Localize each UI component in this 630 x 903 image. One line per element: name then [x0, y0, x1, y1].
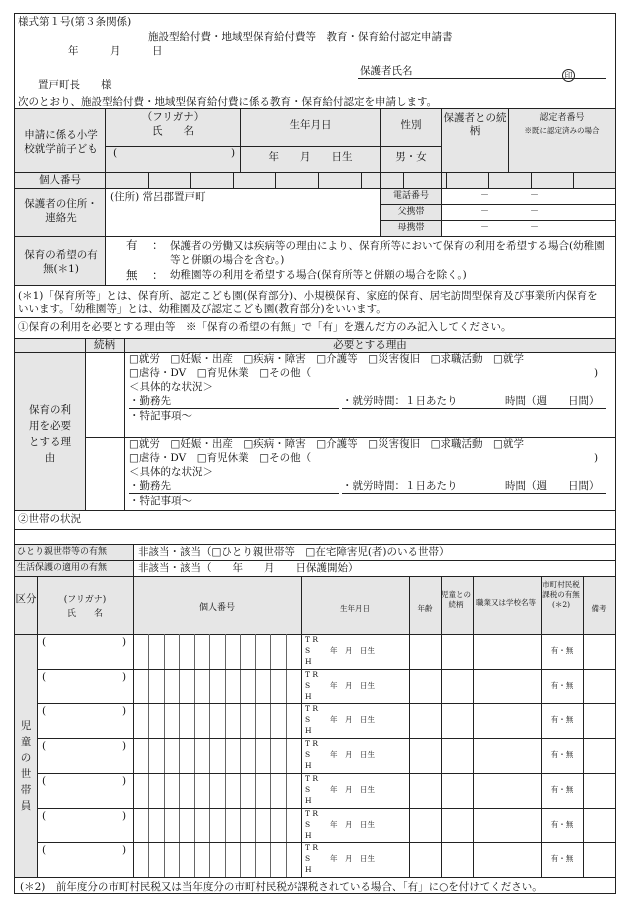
member-row-divider — [37, 738, 616, 739]
era-h: H — [305, 692, 312, 701]
personal-no-divider — [531, 172, 532, 188]
personal-no-divider — [573, 172, 574, 188]
col-relation: 児童との続柄 — [441, 590, 471, 609]
grid-col — [473, 576, 474, 877]
guardian-name-label: 保護者氏名 — [360, 65, 413, 77]
relation-label: 保護者との続柄 — [443, 112, 507, 137]
member-paren-close: ) — [122, 810, 127, 822]
phone-dash-1: － — [480, 191, 490, 201]
col-personal-no: 個人番号 — [198, 603, 235, 613]
era-tr: T R — [305, 704, 319, 713]
era-s: S — [305, 681, 311, 690]
grid-col — [441, 576, 442, 877]
father-dash-2: － — [530, 207, 540, 217]
era-s: S — [305, 646, 311, 655]
section2-title: ②世帯の状況 — [18, 513, 81, 525]
phone-dash-2: － — [530, 191, 540, 201]
reason-options-line2[interactable]: □虐待・DV □育児休業 □その他（ — [129, 452, 312, 464]
personal-no-cell-divider — [286, 634, 287, 877]
grid-col — [583, 576, 584, 877]
member-birth[interactable]: 年 月 日生 — [330, 854, 375, 863]
member-paren-close: ) — [122, 636, 127, 648]
note-1: (＊1)「保育所等」とは、保育所、認定こども園(保育部分)、小規模保育、家庭的保育、居宅訪問型保育及び事業所内保育をいいます。「幼稚園等」とは、幼稚園及び認定こども園(教育部分)をいいます。 — [18, 290, 598, 315]
reason-col: 必要とする理由 — [333, 339, 407, 351]
member-row-divider — [37, 808, 616, 809]
col-age: 年齢 — [417, 604, 433, 613]
section1-side-label: 保育の利用を必要とする理由 — [29, 404, 71, 464]
date-line: 年 月 日 — [68, 45, 163, 57]
reason-detail-label: ＜具体的な状況＞ — [129, 381, 213, 393]
grid-col — [133, 576, 134, 877]
furigana-label: （フリガナ） — [141, 111, 205, 123]
mother-mobile-label: 母携帯 — [397, 223, 425, 233]
member-birth[interactable]: 年 月 日生 — [330, 681, 375, 690]
era-h: H — [305, 657, 312, 666]
member-paren-close: ) — [122, 844, 127, 856]
phone-label: 電話番号 — [392, 191, 429, 201]
birth-value[interactable]: 年 月 日生 — [268, 151, 353, 163]
form-number: 様式第１号(第３条関係) — [18, 16, 132, 28]
member-paren-close: ) — [122, 671, 127, 683]
reason-options-line2[interactable]: □虐待・DV □育児休業 □その他（ — [129, 367, 312, 379]
guardian-address[interactable]: (住所) 常呂郡置戸町 — [110, 191, 206, 203]
era-tr: T R — [305, 635, 319, 644]
era-s: S — [305, 715, 311, 724]
hours-unit: 時間（週 日間） — [505, 395, 600, 407]
cert-no-label: 認定者番号 — [539, 113, 585, 123]
sex-label: 性別 — [400, 119, 422, 131]
personal-no-label: 個人番号 — [39, 174, 81, 186]
member-paren-close: ) — [122, 740, 127, 752]
sex-value[interactable]: 男・女 — [395, 151, 427, 163]
era-s: S — [305, 820, 311, 829]
member-birth[interactable]: 年 月 日生 — [330, 715, 375, 724]
paren-open: ( — [113, 147, 118, 159]
member-row-divider — [37, 773, 616, 774]
paren-close: ) — [231, 147, 236, 159]
col-name: 氏 名 — [66, 609, 103, 619]
era-h: H — [305, 761, 312, 770]
member-tax[interactable]: 有・無 — [550, 715, 574, 724]
col-remarks: 備考 — [591, 604, 607, 613]
era-h: H — [305, 726, 312, 735]
form-title: 施設型給付費・地域型保育給付費等 教育・保育給付認定申請書 — [148, 31, 453, 43]
member-paren-open: ( — [42, 740, 47, 752]
nursery-no[interactable]: 無 — [126, 268, 138, 282]
member-paren-open: ( — [42, 775, 47, 787]
section1-title: ①保育の利用を必要とする理由等 ※「保育の希望の有無」で「有」を選んだ方のみ記入してください。 — [18, 321, 512, 333]
seal-mark: 印 — [562, 69, 575, 82]
grid-col — [409, 576, 410, 877]
member-tax[interactable]: 有・無 — [550, 646, 574, 655]
era-s: S — [305, 854, 311, 863]
mother-dash-1: － — [480, 223, 490, 233]
personal-no-divider — [190, 172, 191, 188]
colon-yes: ： — [152, 238, 164, 252]
member-paren-close: ) — [122, 775, 127, 787]
personal-no-cell-divider — [225, 634, 226, 877]
era-tr: T R — [305, 670, 319, 679]
grid-col — [37, 576, 38, 877]
hours-label: ・就労時間：１日あたり — [342, 395, 458, 407]
personal-no-cell-divider — [164, 634, 165, 877]
nursery-yes[interactable]: 有 — [126, 238, 138, 252]
grid-col — [301, 576, 302, 877]
single-parent-label: ひとり親世帯等の有無 — [17, 547, 108, 557]
personal-no-cell-divider — [194, 634, 195, 877]
child-row-label: 申請に係る小学校就学前子ども — [24, 129, 98, 155]
intro-text: 次のとおり、施設型給付費・地域型保育給付費に係る教育・保育給付認定を申請します。 — [18, 96, 438, 108]
hours-field[interactable] — [342, 408, 606, 409]
personal-no-divider — [318, 172, 319, 188]
member-tax[interactable]: 有・無 — [550, 681, 574, 690]
era-tr: T R — [305, 739, 319, 748]
single-parent-value[interactable]: 非該当・該当（□ひとり親世帯等 □在宅障害児(者)のいる世帯） — [138, 546, 450, 558]
member-tax[interactable]: 有・無 — [550, 785, 574, 794]
member-paren-open: ( — [42, 810, 47, 822]
nursery-label: 保育の希望の有無(＊1) — [24, 249, 98, 275]
personal-no-divider — [361, 172, 362, 188]
era-h: H — [305, 796, 312, 805]
era-tr: T R — [305, 774, 319, 783]
hours-field[interactable] — [342, 493, 606, 494]
addressee: 置戸町長 様 — [38, 79, 112, 91]
member-row-divider — [37, 703, 616, 704]
personal-no-cell-divider — [255, 634, 256, 877]
hours-unit: 時間（週 日間） — [505, 480, 600, 492]
personal-no-cell-divider — [270, 634, 271, 877]
father-dash-1: － — [480, 207, 490, 217]
relation-col: 続柄 — [94, 339, 115, 351]
member-tax[interactable]: 有・無 — [550, 750, 574, 759]
members-side-label: 児童の世帯員 — [20, 720, 32, 812]
member-birth[interactable]: 年 月 日生 — [330, 646, 375, 655]
era-tr: T R — [305, 843, 319, 852]
name-label: 氏 名 — [152, 125, 194, 137]
personal-no-cell-divider — [179, 634, 180, 877]
nursery-no-text: 幼稚園等の利用を希望する場合(保育所等と併願の場合を除く。) — [170, 269, 467, 281]
birth-label: 生年月日 — [289, 119, 332, 131]
era-s: S — [305, 750, 311, 759]
personal-no-divider — [403, 172, 404, 188]
workplace-field[interactable] — [129, 493, 339, 494]
member-birth[interactable]: 年 月 日生 — [330, 750, 375, 759]
workplace-label: ・勤務先 — [129, 480, 171, 492]
close-paren: ) — [594, 367, 599, 379]
member-birth[interactable]: 年 月 日生 — [330, 785, 375, 794]
member-paren-open: ( — [42, 844, 47, 856]
col-tax: 市町村民税課税の有無(＊2) — [542, 580, 580, 609]
grid-col — [541, 576, 542, 877]
member-paren-close: ) — [122, 705, 127, 717]
personal-no-cell-divider — [240, 634, 241, 877]
member-paren-open: ( — [42, 671, 47, 683]
personal-no-divider — [148, 172, 149, 188]
personal-no-divider — [488, 172, 489, 188]
welfare-label: 生活保護の適用の有無 — [17, 563, 108, 573]
welfare-value[interactable]: 非該当・該当（ 年 月 日保護開始） — [138, 562, 359, 574]
workplace-field[interactable] — [129, 408, 339, 409]
workplace-label: ・勤務先 — [129, 395, 171, 407]
member-tax[interactable]: 有・無 — [550, 854, 574, 863]
member-paren-open: ( — [42, 636, 47, 648]
col-class: 区分 — [15, 593, 37, 605]
personal-no-cell-divider — [209, 634, 210, 877]
col-birth: 生年月日 — [340, 604, 370, 613]
note-2: (＊2) 前年度分の市町村民税又は当年度分の市町村民税が課税されている場合、「有」に○を付けてください。 — [20, 881, 543, 893]
father-mobile-label: 父携帯 — [397, 207, 425, 217]
personal-no-divider — [275, 172, 276, 188]
reason-options-line1[interactable]: □就労 □妊娠・出産 □疾病・障害 □介護等 □災害復旧 □求職活動 □就学 — [129, 438, 524, 450]
reason-detail-label: ＜具体的な状況＞ — [129, 466, 213, 478]
special-notes[interactable]: ・特記事項～ — [129, 495, 192, 507]
guardian-name-field[interactable] — [358, 78, 606, 79]
guardian-label: 保護者の住所・連絡先 — [24, 198, 98, 224]
era-s: S — [305, 785, 311, 794]
cert-no-note: ※既に認定済みの場合 — [524, 126, 600, 135]
member-row-divider — [37, 669, 616, 670]
nursery-yes-text: 保護者の労働又は疾病等の理由により、保育所等において保育の利用を希望する場合(幼稚園等と併願の場合を含む。) — [170, 240, 605, 266]
personal-no-cell-divider — [148, 634, 149, 877]
member-tax[interactable]: 有・無 — [550, 820, 574, 829]
mother-dash-2: － — [530, 223, 540, 233]
era-h: H — [305, 831, 312, 840]
col-furigana: (フリガナ) — [63, 595, 107, 605]
era-h: H — [305, 865, 312, 874]
personal-no-divider — [446, 172, 447, 188]
child-name-field[interactable] — [110, 160, 235, 170]
col-occupation: 職業又は学校名等 — [476, 598, 536, 607]
reason-options-line1[interactable]: □就労 □妊娠・出産 □疾病・障害 □介護等 □災害復旧 □求職活動 □就学 — [129, 353, 524, 365]
personal-no-divider — [233, 172, 234, 188]
hours-label: ・就労時間：１日あたり — [342, 480, 458, 492]
era-tr: T R — [305, 809, 319, 818]
member-row-divider — [37, 842, 616, 843]
member-paren-open: ( — [42, 705, 47, 717]
colon-no: ： — [152, 268, 164, 282]
member-birth[interactable]: 年 月 日生 — [330, 820, 375, 829]
special-notes[interactable]: ・特記事項～ — [129, 410, 192, 422]
close-paren: ) — [594, 452, 599, 464]
